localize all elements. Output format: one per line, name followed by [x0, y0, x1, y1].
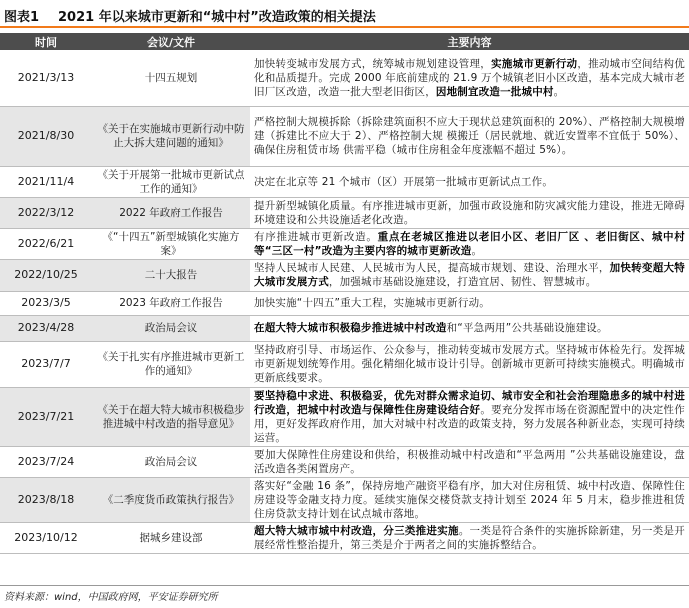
content-emphasis: 实施城市更新行动 — [491, 57, 578, 70]
source-note: 资料来源：wind，中国政府网，平安证券研究所 — [4, 592, 218, 603]
content-emphasis: 要坚持稳中求进、积极稳妥，优先对群众需求迫切、城市安全和社会治理隐患多的城中村进行改造，把城中村改造与保障性住房建设结合好 — [254, 389, 685, 416]
row-content — [250, 259, 689, 291]
column-header-meeting: 会议/文件 — [92, 33, 250, 50]
row-content — [250, 315, 689, 341]
row-meeting: 政治局会议 — [92, 315, 250, 341]
row-date: 2023/7/24 — [0, 446, 92, 477]
table-bottom-rule — [0, 585, 689, 586]
row-content — [250, 341, 689, 387]
content-text: 和“平急两用”公共基础设施建设。 — [446, 322, 608, 334]
row-date: 2021/3/13 — [0, 50, 92, 106]
row-meeting: 2022 年政府工作报告 — [92, 197, 250, 228]
table-row — [0, 106, 689, 166]
content-text: 坚持人民城市人民建、人民城市为人民，提高城市规划、建设、治理水平， — [254, 262, 610, 274]
table-row — [0, 477, 689, 522]
column-header-date: 时间 — [0, 33, 92, 50]
row-content — [250, 50, 689, 106]
table-header-row — [0, 33, 689, 50]
table-row — [0, 446, 689, 477]
row-meeting: 《“十四五”新型城镇化实施方案》 — [92, 228, 250, 259]
row-meeting: 据城乡建设部 — [92, 522, 250, 553]
content-text: ，推动城市空间结构优化和品质提升。完成 2000 年底前建成的 21.9 万个城镇老旧小区改造，基本完成大城市老旧厂区改造，改造一批大型老旧街区， — [254, 57, 686, 98]
row-date: 2023/3/5 — [0, 291, 92, 315]
content-text: 坚持政府引导、市场运作、公众参与，推动转变城市发展方式。坚持城市体检先行。发挥城市更新规划统筹作用。强化精细化城市设计引导。创新城市更新可持续实施模式。明确城市更新底线要求。 — [254, 344, 685, 384]
content-emphasis: 因地制宜改造一批城中村 — [435, 85, 554, 98]
column-header-content: 主要内容 — [250, 33, 689, 50]
row-meeting: 十四五规划 — [92, 50, 250, 106]
content-text: 。 — [471, 244, 483, 257]
content-text: 决定在北京等 21 个城市（区）开展第一批城市更新试点工作。 — [254, 175, 554, 188]
row-content — [250, 228, 689, 259]
table-row — [0, 166, 689, 197]
row-meeting: 《关于在超大特大城市积极稳步推进城中村改造的指导意见》 — [92, 387, 250, 446]
content-emphasis: 超大特大城市城中村改造，分三类推进实施 — [254, 524, 459, 537]
figure-title-bar — [0, 0, 689, 28]
row-meeting: 《关于在实施城市更新行动中防止大拆大建问题的通知》 — [92, 106, 250, 166]
row-date: 2022/10/25 — [0, 259, 92, 291]
policy-table — [0, 33, 689, 554]
row-date: 2022/6/21 — [0, 228, 92, 259]
table-row — [0, 50, 689, 106]
content-text: 严格控制大规模拆除（拆除建筑面积不应大于现状总建筑面积的 20%）、严格控制大规模增建（拆建比不应大于 2）、严格控制大规 模搬迁（居民就地、就近安置率不宜低于 50%）、确保住房租赁市场 供需平稳（城市住房租金年度涨幅不超过 5%）。 — [254, 116, 685, 156]
row-content — [250, 197, 689, 228]
row-date: 2021/8/30 — [0, 106, 92, 166]
content-text: 要加大保障性住房建设和供给，积极推动城中村改造和“平急两用 ”公共基础设施建设，盘活改造各类闲置房产。 — [254, 448, 685, 475]
row-content — [250, 106, 689, 166]
row-content — [250, 446, 689, 477]
content-emphasis: 重点在老城区推进以老旧小区、老旧厂区 、老旧街区、城中村等“三区一村”改造为主要内容的城市更新改造 — [254, 230, 685, 257]
figure-label: 图表1 — [4, 10, 40, 25]
content-text: 。 — [553, 85, 565, 98]
content-emphasis: 加快转变超大特大城市发展方式 — [254, 262, 685, 288]
row-date: 2023/10/12 — [0, 522, 92, 553]
row-meeting: 《关于开展第一批城市更新试点工作的通知》 — [92, 166, 250, 197]
table-row — [0, 387, 689, 446]
content-emphasis: 在超大特大城市积极稳步推进城中村改造 — [254, 322, 447, 334]
row-meeting: 《关于扎实有序推进城市更新工作的通知》 — [92, 341, 250, 387]
content-text: 。要充分发挥市场在资源配置中的决定性作用，更好发挥政府作用，加大对城中村改造的政策支持，努力发展各种新业态，实现可持续运营。 — [254, 403, 685, 444]
row-content — [250, 387, 689, 446]
table-row — [0, 522, 689, 553]
table-row — [0, 291, 689, 315]
content-text: 加快实施“十四五”重大工程，实施城市更新行动。 — [254, 297, 490, 309]
table-row — [0, 197, 689, 228]
row-content — [250, 477, 689, 522]
row-date: 2021/11/4 — [0, 166, 92, 197]
content-text: 提升新型城镇化质量。有序推进城市更新，加强市政设施和防灾减灾能力建设，推进无障碍环境建设和公共设施适老化改造。 — [254, 199, 685, 226]
table-row — [0, 341, 689, 387]
row-meeting: 2023 年政府工作报告 — [92, 291, 250, 315]
content-text: 。一类是符合条件的实施拆除新建，另一类是开展经常性整治提升，第三类是介于两者之间的实施拆整结合。 — [254, 524, 685, 551]
figure-title: 2021 年以来城市更新和“城中村”改造政策的相关提法 — [58, 10, 376, 25]
row-content — [250, 291, 689, 315]
content-text: 加快转变城市发展方式，统筹城市规划建设管理， — [254, 57, 492, 70]
content-text: ，加强城市基础设施建设，打造宜居、韧性、智慧城市。 — [328, 276, 597, 288]
table-row — [0, 228, 689, 259]
table-row — [0, 315, 689, 341]
row-meeting: 政治局会议 — [92, 446, 250, 477]
table-body — [0, 50, 689, 553]
row-meeting: 二十大报告 — [92, 259, 250, 291]
row-date: 2023/7/7 — [0, 341, 92, 387]
row-date: 2023/4/28 — [0, 315, 92, 341]
row-date: 2023/7/21 — [0, 387, 92, 446]
content-text: 有序推进城市更新改造。 — [254, 230, 378, 243]
row-meeting: 《二季度货币政策执行报告》 — [92, 477, 250, 522]
row-date: 2023/8/18 — [0, 477, 92, 522]
table-row — [0, 259, 689, 291]
row-content — [250, 522, 689, 553]
row-date: 2022/3/12 — [0, 197, 92, 228]
content-text: 落实好“金融 16 条”，保持房地产融资平稳有序，加大对住房租赁、城中村改造、保障性住房建设等金融支持力度。延续实施保交楼贷款支持计划至 2024 年 5 月末，稳步推进租赁住房贷款支持计划在试点城市落地。 — [254, 479, 685, 520]
row-content — [250, 166, 689, 197]
